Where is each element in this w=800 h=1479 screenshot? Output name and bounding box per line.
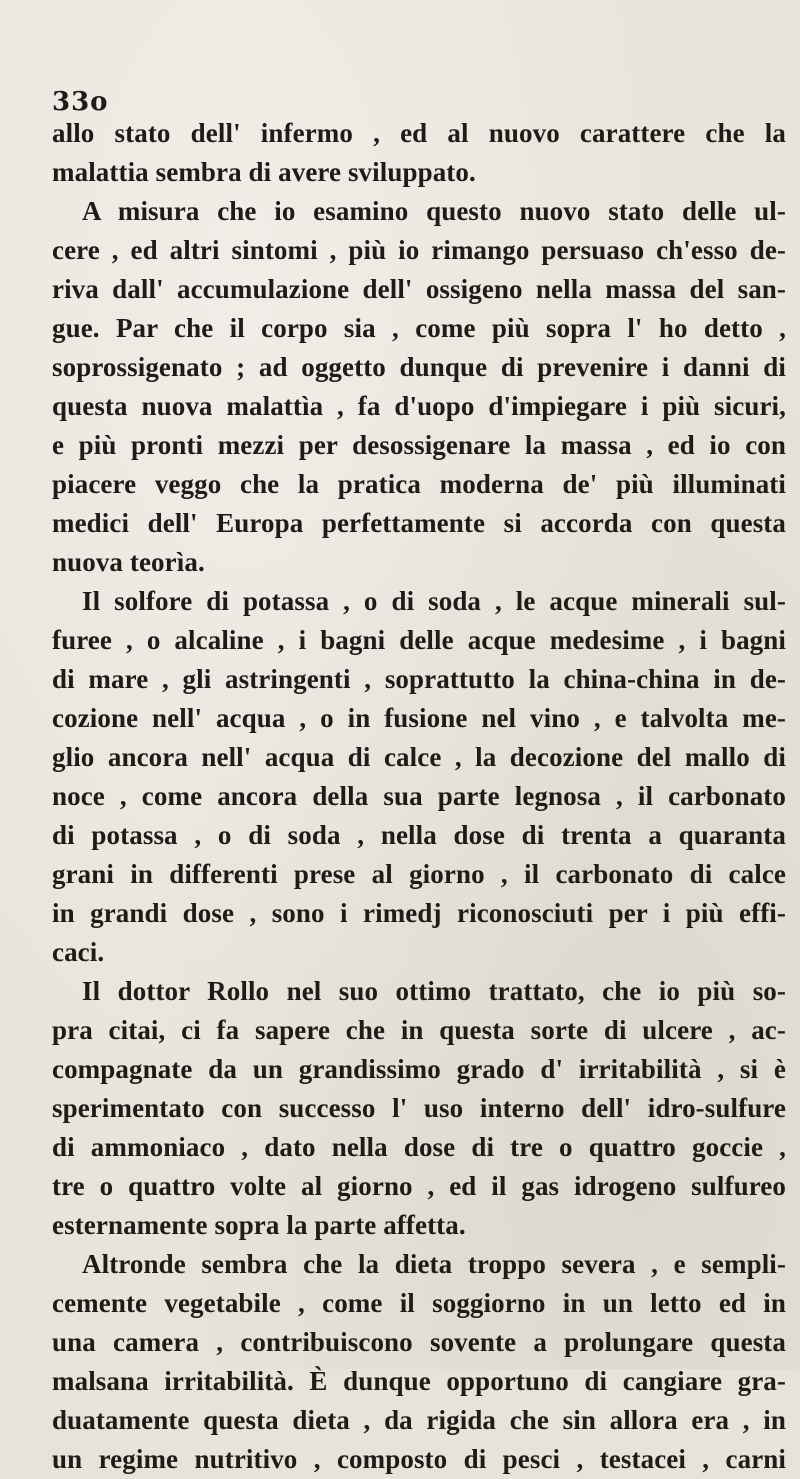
text-line: riva dall' accumulazione dell' ossigeno nella massa del san- [52, 274, 786, 304]
text-line: di ammoniaco , dato nella dose di tre o quattro goccie , [52, 1132, 786, 1162]
text-line: allo stato dell' infermo , ed al nuovo carattere che la [52, 118, 786, 148]
text-line: duatamente questa dieta , da rigida che sin allora era , in [52, 1405, 786, 1435]
text-line: glio ancora nell' acqua di calce , la decozione del mallo di [52, 742, 786, 772]
text-line: noce , come ancora della sua parte legnosa , il carbonato [52, 781, 786, 811]
text-line: Altronde sembra che la dieta troppo severa , e sempli- [82, 1249, 786, 1279]
body-text [52, 114, 786, 1479]
text-line: una camera , contribuiscono sovente a prolungare questa [52, 1327, 786, 1357]
text-line: Il dottor Rollo nel suo ottimo trattato, che io più so- [82, 976, 786, 1006]
text-line: e più pronti mezzi per desossigenare la massa , ed io con [52, 430, 786, 460]
text-line: di potassa , o di soda , nella dose di trenta a quaranta [52, 820, 786, 850]
text-line: un regime nutritivo , composto di pesci , testacei , carni [52, 1444, 786, 1474]
text-line: malattia sembra di avere sviluppato. [52, 157, 476, 187]
text-line: soprossigenato ; ad oggetto dunque di prevenire i danni di [52, 352, 786, 382]
page-number: 33o [52, 87, 109, 117]
text-line: di mare , gli astringenti , soprattutto la china-china in de- [52, 664, 786, 694]
text-line: piacere veggo che la pratica moderna de' più illuminati [52, 469, 786, 499]
text-line: compagnate da un grandissimo grado d' irritabilità , si è [52, 1054, 786, 1084]
text-line: nuova teorìa. [52, 547, 205, 577]
text-line: esternamente sopra la parte affetta. [52, 1210, 466, 1240]
text-line: medici dell' Europa perfettamente si accorda con questa [52, 508, 786, 538]
text-line: cozione nell' acqua , o in fusione nel vino , e talvolta me- [52, 703, 786, 733]
text-line: caci. [52, 937, 105, 967]
text-line: furee , o alcaline , i bagni delle acque medesime , i bagni [52, 625, 786, 655]
text-line: cemente vegetabile , come il soggiorno in un letto ed in [52, 1288, 786, 1318]
text-line: malsana irritabilità. È dunque opportuno di cangiare gra- [52, 1366, 786, 1396]
text-line: pra citai, ci fa sapere che in questa sorte di ulcere , ac- [52, 1015, 786, 1045]
text-line: sperimentato con successo l' uso interno dell' idro-sulfure [52, 1093, 786, 1123]
text-line: grani in differenti prese al giorno , il carbonato di calce [52, 859, 786, 889]
text-line: cere , ed altri sintomi , più io rimango persuaso ch'esso de- [52, 235, 786, 265]
text-line: Il solfore di potassa , o di soda , le acque minerali sul- [82, 586, 786, 616]
text-line: tre o quattro volte al giorno , ed il gas idrogeno sulfureo [52, 1171, 786, 1201]
text-line: questa nuova malattìa , fa d'uopo d'impiegare i più sicuri, [52, 391, 786, 421]
text-line: gue. Par che il corpo sia , come più sopra l' ho detto , [52, 313, 786, 343]
text-line: in grandi dose , sono i rimedj riconosciuti per i più effi- [52, 898, 786, 928]
text-line: A misura che io esamino questo nuovo stato delle ul- [82, 196, 786, 226]
